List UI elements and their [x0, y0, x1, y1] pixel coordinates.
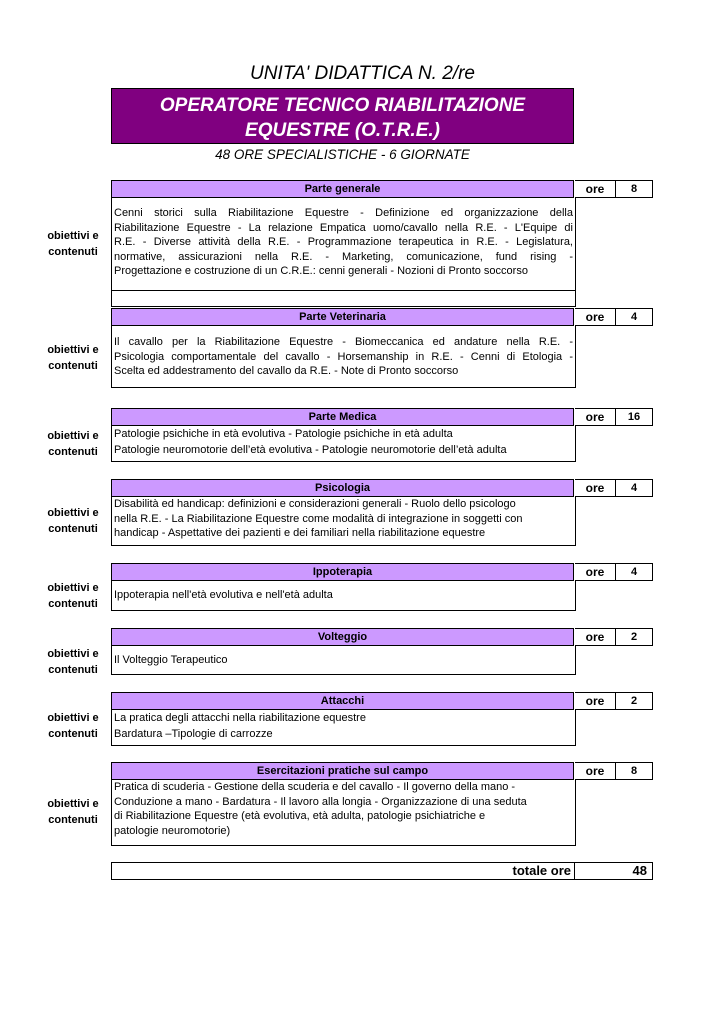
section-content [111, 780, 576, 846]
section-title-attacchi: Attacchi [111, 692, 574, 710]
section-title-psicologia: Psicologia [111, 479, 574, 497]
content-line: R.E. - Diverse attività della R.E. - Programmazione terapeutica in R.E. - Legislatura, [114, 236, 573, 248]
section-title-esercitazioni: Esercitazioni pratiche sul campo [111, 762, 574, 780]
ore-label: ore [575, 180, 615, 198]
ore-label: ore [575, 762, 615, 780]
section-title-ippoterapia: Ippoterapia [111, 563, 574, 581]
content-line: normative, assicurazioni nella R.E. - Marketing, comunicazione, fund rising - [114, 250, 573, 263]
section-hours: 4 [615, 308, 653, 326]
section-hours: 4 [615, 479, 653, 497]
course-title-line-2: EQUESTRE (O.T.R.E.) [245, 120, 440, 141]
section-hours: 8 [615, 762, 653, 780]
section-title-parte-medica: Parte Medica [111, 408, 574, 426]
content-line: Pratica di scuderia - Gestione della scuderia e del cavallo - Il governo della mano - [114, 781, 516, 793]
objectives-label: obiettivi e contenuti [47, 430, 99, 458]
content-line: Ippoterapia nell'età evolutiva e nell'età adulta [114, 589, 333, 601]
section-hours: 2 [615, 692, 653, 710]
content-line: Patologie psichiche in età evolutiva - Patologie psichiche in età adulta [114, 428, 453, 440]
section-content [111, 426, 576, 462]
section-hours: 16 [615, 408, 653, 426]
objectives-label: obiettivi e contenuti [47, 582, 99, 610]
content-line: Scelta ed addestramento del cavallo da R.E. - Note di Pronto soccorso [114, 365, 459, 377]
content-line: Progettazione e costruzione di un C.R.E.: cenni generali - Nozioni di Pronto soccorso [114, 265, 528, 277]
section-title-parte-generale: Parte generale [111, 180, 574, 198]
ore-label: ore [575, 408, 615, 426]
objectives-label: obiettivi e contenuti [47, 230, 99, 258]
content-line: patologie neuromotorie) [114, 824, 231, 837]
course-title-banner [111, 88, 574, 144]
content-line: La pratica degli attacchi nella riabilitazione equestre [114, 712, 366, 724]
content-line: Cenni storici sulla Riabilitazione Equestre - Definizione ed organizzazione della [114, 207, 573, 219]
ore-label: ore [575, 479, 615, 497]
section-hours: 8 [615, 180, 653, 198]
ore-label: ore [575, 308, 615, 326]
section-content [111, 326, 576, 388]
total-label: totale ore [111, 862, 575, 880]
unit-title: UNITA' DIDATTICA N. 2/re [250, 63, 475, 84]
course-title-line-1: OPERATORE TECNICO RIABILITAZIONE [159, 95, 526, 116]
content-line: Riabilitazione Equestre - La relazione Empatica uomo/cavallo nella R.E. - L'Equipe di [114, 221, 573, 234]
content-line: handicap - Aspettative dei pazienti e dei familiari nella riabilitazione equestre [114, 527, 486, 539]
section-title-parte-veterinaria: Parte Veterinaria [111, 308, 574, 326]
section-spacer-row [111, 291, 576, 307]
content-line: nella R.E. - La Riabilitazione Equestre come modalità di integrazione in soggetti con [114, 512, 523, 525]
section-hours: 2 [615, 628, 653, 646]
ore-label: ore [575, 692, 615, 710]
objectives-label: obiettivi e contenuti [47, 344, 99, 372]
section-content [111, 198, 576, 291]
section-content [111, 710, 576, 746]
ore-label: ore [575, 563, 615, 581]
content-line: di Riabilitazione Equestre (età evolutiva, età adulta, patologie psichiatriche e [114, 810, 486, 822]
section-content [111, 497, 576, 546]
content-line: Il cavallo per la Riabilitazione Equestre - Biomeccanica ed andature nella R.E. - [114, 336, 573, 348]
objectives-label: obiettivi e contenuti [47, 507, 99, 535]
content-line: Disabilità ed handicap: definizioni e considerazioni generali - Ruolo dello psicologo [114, 498, 516, 510]
section-title-volteggio: Volteggio [111, 628, 574, 646]
content-line: Psicologia comportamentale del cavallo - Horsemanship in R.E. - Cenni di Etologia - [114, 350, 573, 363]
section-content [111, 646, 576, 675]
content-line: Il Volteggio Terapeutico [114, 654, 228, 666]
objectives-label: obiettivi e contenuti [47, 798, 99, 826]
ore-label: ore [575, 628, 615, 646]
objectives-label: obiettivi e contenuti [47, 648, 99, 676]
content-line: Patologie neuromotorie dell’età evolutiva - Patologie neuromotorie dell’età adulta [114, 444, 507, 456]
content-line: Conduzione a mano - Bardatura - Il lavoro alla longia - Organizzazione di una seduta [114, 795, 527, 808]
section-content [111, 581, 576, 611]
content-line: Bardatura –Tipologie di carrozze [114, 728, 273, 740]
section-hours: 4 [615, 563, 653, 581]
objectives-label: obiettivi e contenuti [47, 712, 99, 740]
course-subtitle: 48 ORE SPECIALISTICHE - 6 GIORNATE [215, 147, 470, 162]
total-value: 48 [632, 863, 647, 878]
